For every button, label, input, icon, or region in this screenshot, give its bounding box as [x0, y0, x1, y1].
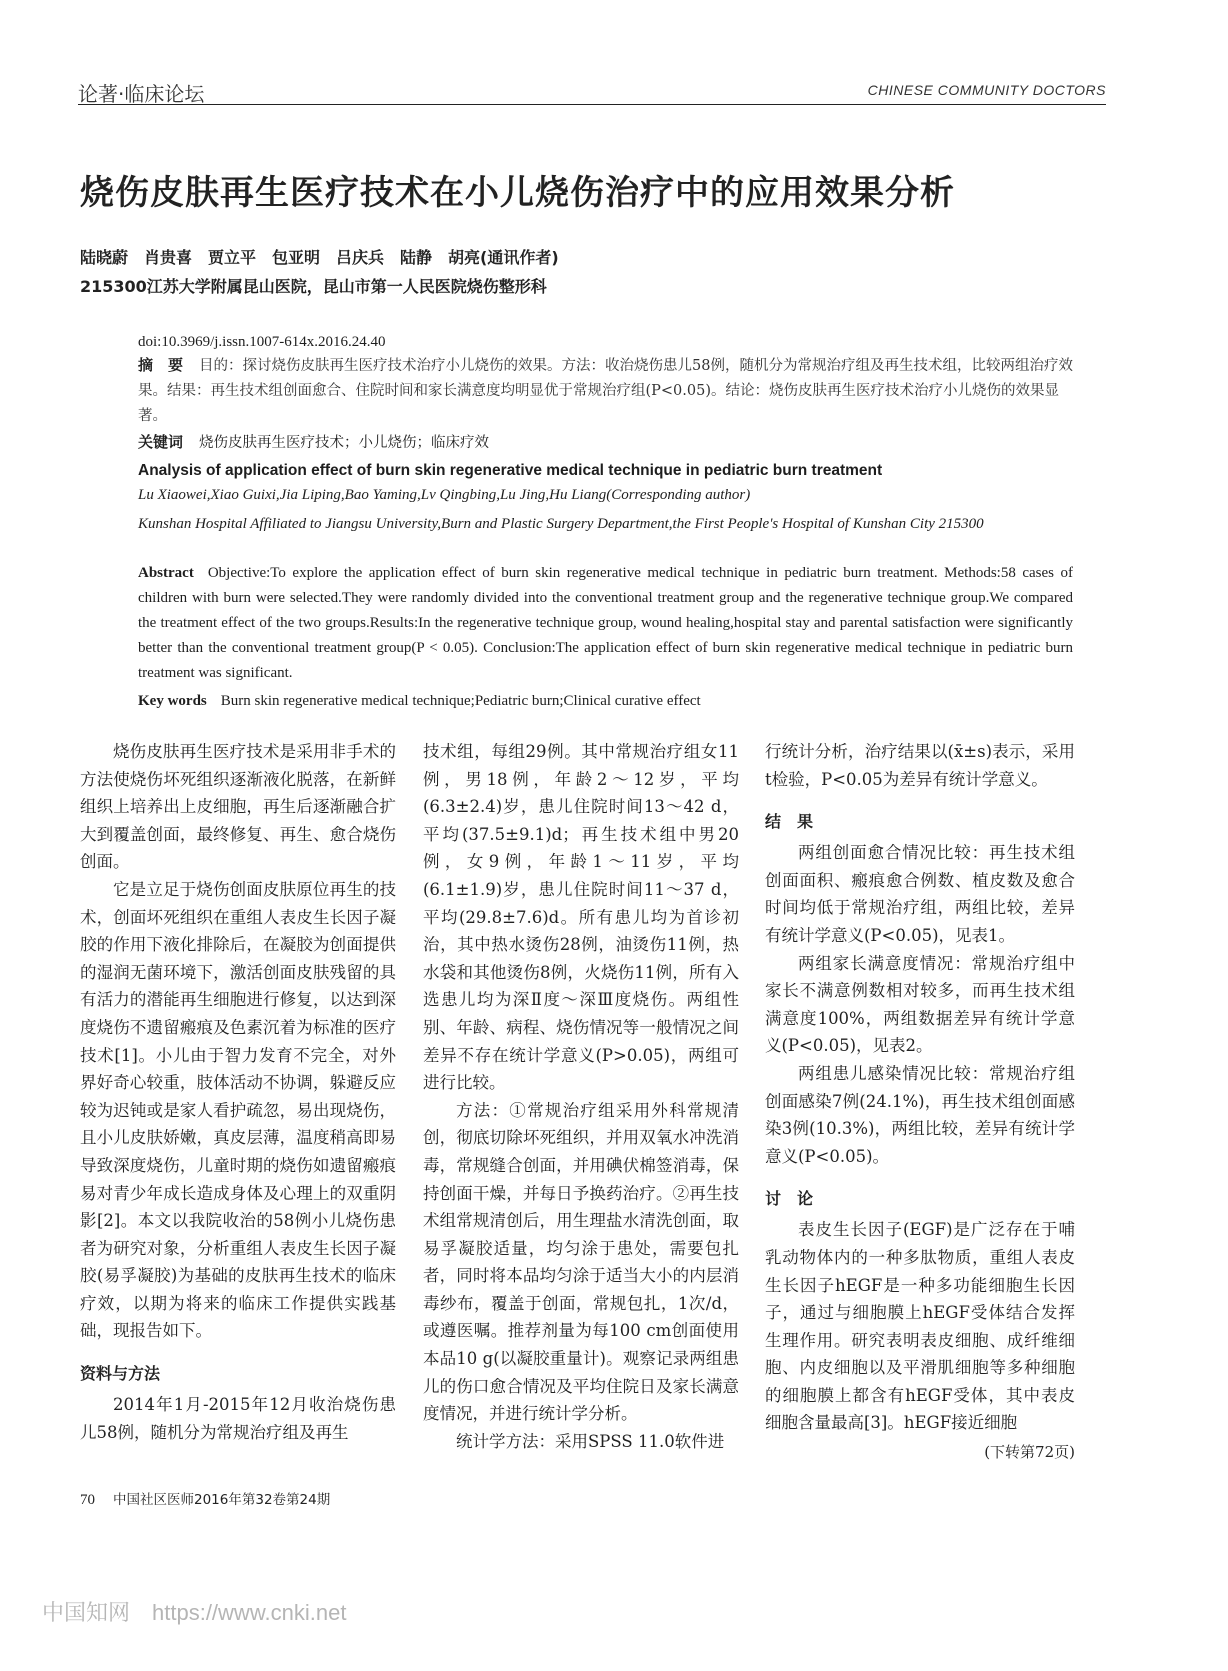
paragraph: 两组家长满意度情况：常规治疗组中家长不满意例数相对较多，而再生技术组满意度100%，两组数据差异有统计学意义(P<0.05)，见表2。 [765, 953, 1075, 1056]
body-column-2 [423, 738, 739, 1455]
section-heading-discussion: 讨 论 [765, 1189, 814, 1209]
continued-note: (下转第72页) [984, 1443, 1075, 1462]
keywords-en-label: Key words [138, 693, 207, 709]
affiliation-en: Kunshan Hospital Affiliated to Jiangsu University,Burn and Plastic Surgery Department,the First People's Hospital of Kunshan City 215300 [138, 516, 984, 532]
watermark-url: https://www.cnki.net [152, 1600, 347, 1625]
keywords-cn [138, 430, 1073, 456]
watermark [42, 1596, 346, 1627]
keywords-cn-label: 关键词 [138, 433, 184, 451]
body-column-1 [80, 738, 396, 1446]
section-heading-results: 结 果 [765, 812, 814, 832]
paper-title: 烧伤皮肤再生医疗技术在小儿烧伤治疗中的应用效果分析 [80, 173, 955, 213]
keywords-cn-text: 烧伤皮肤再生医疗技术；小儿烧伤；临床疗效 [199, 435, 490, 451]
watermark-name: 中国知网 [42, 1601, 131, 1626]
paragraph: 两组创面愈合情况比较：再生技术组创面面积、瘢痕愈合例数、植皮数及愈合时间均低于常规治疗组，两组比较，差异有统计学意义(P<0.05)，见表1。 [765, 843, 1075, 945]
authors: 陆晓蔚 肖贵喜 贾立平 包亚明 吕庆兵 陆静 胡亮(通讯作者) [80, 248, 559, 267]
journal-name-en: CHINESE COMMUNITY DOCTORS [867, 82, 1106, 98]
abstract-cn-text: 目的：探讨烧伤皮肤再生医疗技术治疗小儿烧伤的效果。方法：收治烧伤患儿58例，随机分为常规治疗组及再生技术组，比较两组治疗效果。结果：再生技术组创面愈合、住院时间和家长满意度均明显优于常规治疗组(P<0.05)。结论：烧伤皮肤再生医疗技术治疗小儿烧伤的效果显著。 [138, 358, 1073, 424]
doi: doi:10.3969/j.issn.1007-614x.2016.24.40 [138, 334, 386, 350]
paragraph: 表皮生长因子(EGF)是广泛存在于哺乳动物体内的一种多肽物质，重组人表皮生长因子hEGF是一种多功能细胞生长因子，通过与细胞膜上hEGF受体结合发挥生理作用。研究表明表皮细胞、成纤维细胞、内皮细胞以及平滑肌细胞等多种细胞的细胞膜上都含有hEGF受体，其中表皮细胞含量最高[3]。hEGF接近细胞 [765, 1220, 1075, 1433]
section-heading-methods: 资料与方法 [80, 1364, 161, 1384]
paragraph: 2014年1月-2015年12月收治烧伤患儿58例，随机分为常规治疗组及再生 [80, 1395, 396, 1442]
paragraph: 技术组，每组29例。其中常规治疗组女11例，男18例，年龄2～12岁，平均(6.3±2.4)岁，患儿住院时间13～42 d，平均(37.5±9.1)d；再生技术组中男20例，女9例，年龄1～11岁，平均(6.1±1.9)岁，患儿住院时间11～37 d，平均(29.8±7.6)d。所有患儿均为首诊初治，其中热水烫伤28例，油烫伤11例，热水袋和其他烫伤8例，火烧伤11例，所有入选患儿均为深Ⅱ度～深Ⅲ度烧伤。两组性别、年龄、病程、烧伤情况等一般情况之间差异不存在统计学意义(P>0.05)，两组可进行比较。 [423, 742, 739, 1093]
title-en: Analysis of application effect of burn skin regenerative medical technique in pediatric burn treatment [138, 462, 883, 479]
page-number: 70 [80, 1492, 95, 1508]
section-label: 论著·临床论坛 [78, 82, 205, 106]
abstract-en [138, 561, 1073, 686]
keywords-en [138, 693, 701, 710]
authors-en: Lu Xiaowei,Xiao Guixi,Jia Liping,Bao Yaming,Lv Qingbing,Lu Jing,Hu Liang(Corresponding author) [138, 487, 751, 503]
header-rule [78, 104, 1106, 105]
paragraph: 它是立足于烧伤创面皮肤原位再生的技术，创面坏死组织在重组人表皮生长因子凝胶的作用下液化排除后，在凝胶为创面提供的湿润无菌环境下，激活创面皮肤残留的具有活力的潜能再生细胞进行修复，以达到深度烧伤不遗留瘢痕及色素沉着为标准的医疗技术[1]。小儿由于智力发育不完全，对外界好奇心较重，肢体活动不协调，躲避反应较为迟钝或是家人看护疏忽，易出现烧伤，且小儿皮肤娇嫩，真皮层薄，温度稍高即易导致深度烧伤，儿童时期的烧伤如遗留瘢痕易对青少年成长造成身体及心理上的双重阴影[2]。本文以我院收治的58例小儿烧伤患者为研究对象，分析重组人表皮生长因子凝胶(易孚凝胶)为基础的皮肤再生技术的临床疗效，以期为将来的临床工作提供实践基础，现报告如下。 [80, 879, 396, 1341]
footer-journal: 中国社区医师2016年第32卷第24期 [113, 1492, 331, 1508]
affiliation: 215300江苏大学附属昆山医院，昆山市第一人民医院烧伤整形科 [80, 277, 547, 296]
abstract-cn-label: 摘 要 [138, 356, 184, 374]
paragraph: 行统计分析，治疗结果以(x̄±s)表示，采用t检验，P<0.05为差异有统计学意义。 [765, 742, 1075, 789]
body-column-3 [765, 738, 1075, 1467]
paragraph: 统计学方法：采用SPSS 11.0软件进 [456, 1431, 725, 1451]
paragraph: 烧伤皮肤再生医疗技术是采用非手术的方法使烧伤坏死组织逐渐液化脱落，在新鲜组织上培养出上皮细胞，再生后逐渐融合扩大到覆盖创面，最终修复、再生、愈合烧伤创面。 [80, 742, 396, 872]
abstract-en-text: Objective:To explore the application effect of burn skin regenerative medical technique in pediatric burn treatment. Methods:58 cases of children with burn were selected.They were randomly divided into the conventional treatment group and the regenerative technique group.We compared the treatment effect of the two groups.Results:In the regenerative technique group, wound healing,hospital stay and parental satisfaction were significantly better than the conventional treatment group(P < 0.05). Conclusion:The application effect of burn skin regenerative medical technique in pediatric burn treatment was significant. [138, 565, 1073, 681]
abstract-en-label: Abstract [138, 565, 194, 581]
keywords-en-text: Burn skin regenerative medical technique;Pediatric burn;Clinical curative effect [220, 693, 701, 709]
paragraph: 方法：①常规治疗组采用外科常规清创，彻底切除坏死组织，并用双氧水冲洗消毒，常规缝合创面，并用碘伏棉签消毒，保持创面干燥，并每日予换药治疗。②再生技术组常规清创后，用生理盐水清洗创面，取易孚凝胶适量，均匀涂于患处，需要包扎者，同时将本品均匀涂于适当大小的内层消毒纱布，覆盖于创面，常规包扎，1次/d，或遵医嘱。推荐剂量为每100 cm创面使用本品10 g(以凝胶重量计)。观察记录两组患儿的伤口愈合情况及平均住院日及家长满意度情况，并进行统计学分析。 [423, 1100, 739, 1424]
page-footer [80, 1488, 330, 1509]
paragraph: 两组患儿感染情况比较：常规治疗组创面感染7例(24.1%)，再生技术组创面感染3例(10.3%)，两组比较，差异有统计学意义(P<0.05)。 [765, 1063, 1075, 1166]
abstract-cn [138, 353, 1073, 429]
